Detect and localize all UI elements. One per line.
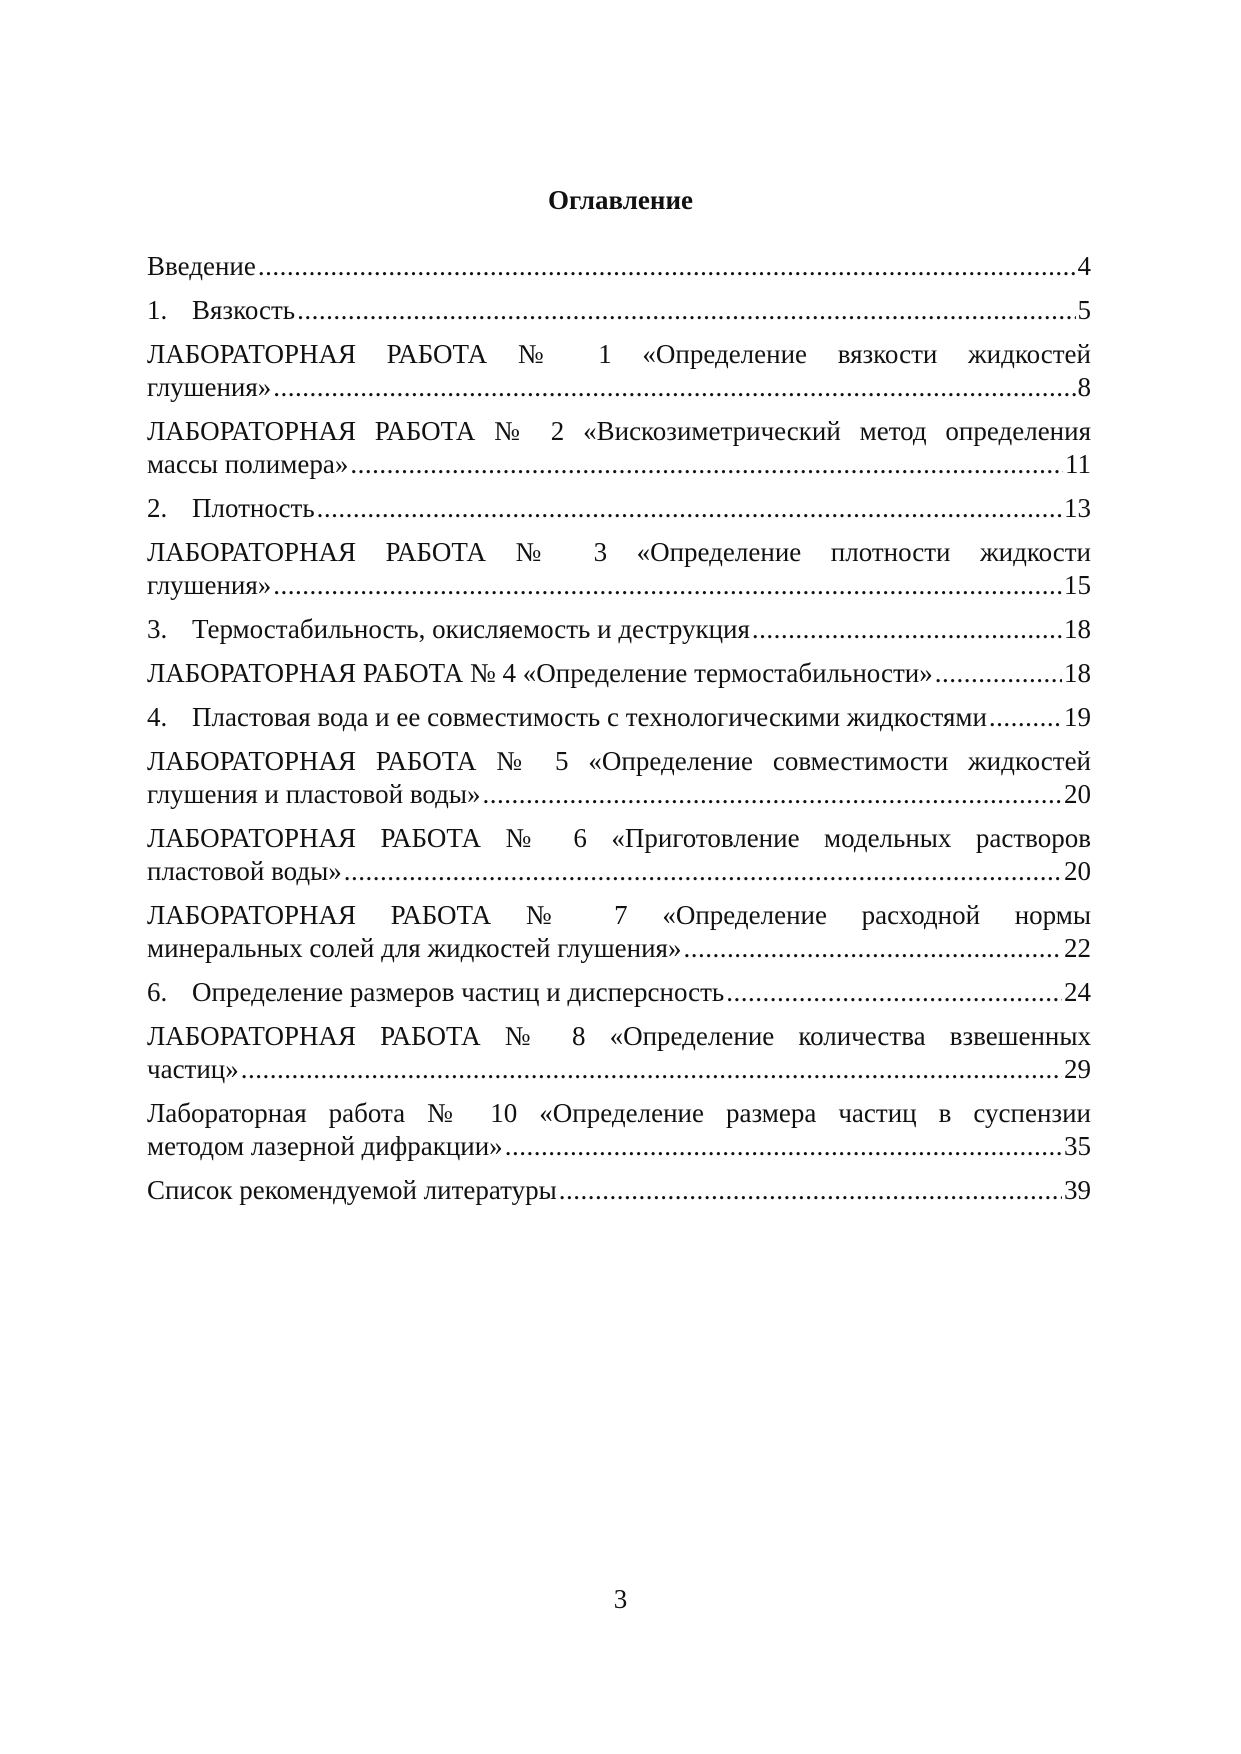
toc-entry[interactable] [147, 613, 1091, 646]
toc-entry-row [147, 855, 1091, 888]
toc-section-number: 1. [147, 295, 168, 325]
toc-entry[interactable] [147, 338, 1091, 404]
toc-section-number: 4. [147, 702, 168, 732]
toc-entry-line: ЛАБОРАТОРНАЯ РАБОТА № 3 «Определение плотности жидкости [147, 537, 1091, 567]
toc-entry[interactable] [147, 1020, 1091, 1086]
toc-page-number: 5 [1077, 295, 1091, 325]
toc-entry-title: Термостабильность, окисляемость и деструкция [192, 614, 750, 644]
toc-entry-title: Пластовая вода и ее совместимость с технологическими жидкостями [192, 702, 987, 732]
toc-entry-row [147, 613, 1091, 646]
toc-page-number: 4 [1077, 251, 1091, 281]
toc-page-number: 39 [1064, 1175, 1091, 1205]
toc-page-number: 11 [1065, 449, 1091, 479]
toc-page-number: 24 [1064, 977, 1091, 1007]
toc-entry-title: Плотность [192, 493, 315, 523]
toc-entry-row [147, 294, 1091, 327]
toc-entry[interactable] [147, 899, 1091, 965]
toc-dot-leader [559, 1174, 1062, 1207]
toc-page-number: 22 [1064, 933, 1091, 963]
toc-dot-leader [505, 1130, 1062, 1163]
toc-dot-leader [935, 657, 1062, 690]
toc-dot-leader [726, 976, 1062, 1009]
toc-entry-row [147, 448, 1091, 481]
toc-entry-line: ЛАБОРАТОРНАЯ РАБОТА № 8 «Определение количества взвешенных [147, 1021, 1091, 1051]
toc-entry[interactable] [147, 745, 1091, 811]
page-number: 3 [613, 1584, 628, 1614]
toc-section-number: 6. [147, 977, 168, 1007]
toc-entry-line: ЛАБОРАТОРНАЯ РАБОТА № 7 «Определение расходной нормы [147, 900, 1091, 930]
toc-entry-line: Лабораторная работа № 10 «Определение размера частиц в суспензии [147, 1098, 1091, 1128]
toc-entry[interactable] [147, 415, 1091, 481]
toc-entry[interactable] [147, 1174, 1091, 1207]
toc-dot-leader [273, 569, 1062, 602]
toc-entry-row [147, 492, 1091, 525]
toc-entry-title: глушения» [147, 570, 272, 600]
table-of-contents [147, 250, 1091, 1218]
toc-dot-leader [258, 250, 1076, 283]
toc-entry[interactable] [147, 294, 1091, 327]
toc-page-number: 13 [1064, 493, 1091, 523]
toc-entry-row [147, 701, 1091, 734]
toc-entry-row [147, 371, 1091, 404]
toc-section-number: 2. [147, 493, 168, 523]
toc-page-number: 35 [1064, 1131, 1091, 1161]
page-title: Оглавление [548, 185, 693, 215]
toc-dot-leader [273, 371, 1075, 404]
toc-entry-row [147, 250, 1091, 283]
toc-entry-title: Вязкость [192, 295, 296, 325]
toc-entry-row [147, 1053, 1091, 1086]
toc-entry-title: глушения и пластовой воды» [147, 779, 481, 809]
toc-entry-title: Определение размеров частиц и дисперсность [192, 977, 725, 1007]
toc-section-number: 3. [147, 614, 168, 644]
toc-page-number: 20 [1064, 856, 1091, 886]
toc-entry-title: Введение [147, 251, 256, 281]
toc-entry-line: ЛАБОРАТОРНАЯ РАБОТА № 2 «Вискозиметрический метод определения [147, 416, 1091, 446]
toc-dot-leader [683, 932, 1062, 965]
toc-page-number: 8 [1077, 372, 1091, 402]
toc-entry-row [147, 1174, 1091, 1207]
toc-entry-title: минеральных солей для жидкостей глушения» [147, 933, 682, 963]
toc-entry-row [147, 657, 1091, 690]
toc-entry[interactable] [147, 1097, 1091, 1163]
toc-entry-row [147, 1130, 1091, 1163]
toc-dot-leader [297, 294, 1075, 327]
toc-entry-row [147, 778, 1091, 811]
toc-entry-title: частиц» [147, 1054, 239, 1084]
toc-entry-title: ЛАБОРАТОРНАЯ РАБОТА № 4 «Определение термостабильности» [147, 658, 933, 688]
toc-entry[interactable] [147, 492, 1091, 525]
toc-dot-leader [241, 1053, 1062, 1086]
toc-entry-line: ЛАБОРАТОРНАЯ РАБОТА № 1 «Определение вязкости жидкостей [147, 339, 1091, 369]
toc-page-number: 29 [1064, 1054, 1091, 1084]
toc-dot-leader [482, 778, 1062, 811]
toc-entry[interactable] [147, 976, 1091, 1009]
toc-page-number: 15 [1064, 570, 1091, 600]
toc-entry-row [147, 932, 1091, 965]
toc-entry-line: ЛАБОРАТОРНАЯ РАБОТА № 5 «Определение совместимости жидкостей [147, 746, 1091, 776]
toc-dot-leader [752, 613, 1062, 646]
toc-entry[interactable] [147, 701, 1091, 734]
toc-dot-leader [350, 448, 1063, 481]
toc-entry[interactable] [147, 657, 1091, 690]
toc-entry-row [147, 976, 1091, 1009]
toc-entry[interactable] [147, 822, 1091, 888]
toc-entry-title: глушения» [147, 372, 272, 402]
toc-entry[interactable] [147, 250, 1091, 283]
toc-entry-title: пластовой воды» [147, 856, 342, 886]
toc-entry[interactable] [147, 536, 1091, 602]
toc-page-number: 19 [1064, 702, 1091, 732]
toc-entry-title: Список рекомендуемой литературы [147, 1175, 557, 1205]
toc-dot-leader [989, 701, 1062, 734]
toc-entry-row [147, 569, 1091, 602]
toc-entry-title: массы полимера» [147, 449, 349, 479]
toc-entry-line: ЛАБОРАТОРНАЯ РАБОТА № 6 «Приготовление модельных растворов [147, 823, 1091, 853]
toc-dot-leader [317, 492, 1062, 525]
toc-dot-leader [344, 855, 1062, 888]
toc-page-number: 20 [1064, 779, 1091, 809]
toc-page-number: 18 [1064, 658, 1091, 688]
toc-entry-title: методом лазерной дифракции» [147, 1131, 503, 1161]
toc-page-number: 18 [1064, 614, 1091, 644]
